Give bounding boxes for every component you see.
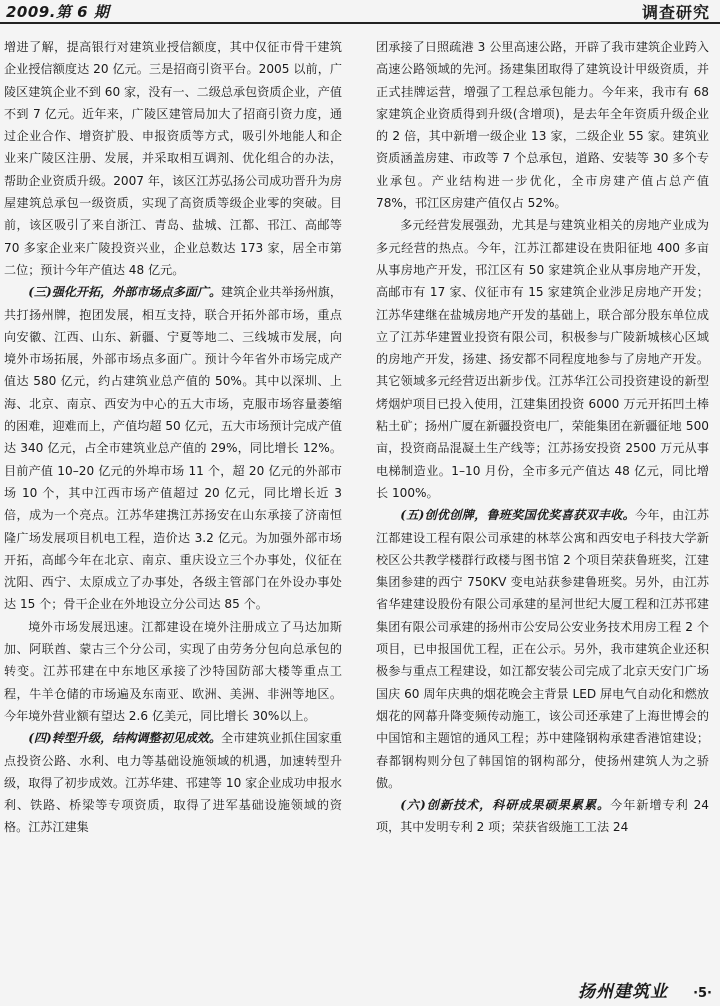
section-title: 调查研究 xyxy=(641,3,710,22)
paragraph: 团承接了日照疏港 3 公里高速公路，开辟了我市建筑企业跨入高速公路领域的先河。扬建集团取得了建筑设计甲级资质，并正式挂牌运营，增强了工程总承包能力。今年来，我市有 68 家建筑企业资质得到升级(含增项)，是去年全年资质升级企业的 2 倍，其中新增一级企业 13 家，二级企业 55 家。建筑业资质涵盖房建、市政等 7 个总承包，道路、安装等 30 多个专业承包。产业结构进一步优化，全市房建产值占总产值 78%，邗江区房建产值仅占 52%。 xyxy=(376,40,709,211)
subheading: (五)创优创牌，鲁班奖国优奖喜获双丰收。 xyxy=(400,508,635,523)
right-column xyxy=(376,36,709,839)
paragraph: 增进了解，提高银行对建筑业授信额度，其中仅征市骨干建筑企业授信额度达 20 亿元。三是招商引资平台。2005 以前，广陵区建筑企业不到 60 家，没有一、二级总承包资质企业，产值不到 7 亿元。近年来，广陵区建管局加大了招商引资力度，通过企业合作、增资扩股、申报资质等方式，吸引外地能人和企业来广陵区注册、发展，并采取相互调剂、优化组合的办法，帮助企业资质升级。2007 年，该区江苏弘扬公司成功晋升为房屋建筑总承包一级资质，实现了高资质等级企业零的突破。目前，该区吸引了来自浙江、青岛、盐城、江都、邗江、高邮等 70 多家企业来广陵投资兴业，企业总数达 173 家，居全市第二位；预计今年产值达 48 亿元。 xyxy=(4,40,342,277)
paragraph-body: 今年，由江苏江都建设工程有限公司承建的林萃公寓和西安电子科技大学新校区公共教学楼群行政楼与图书馆 2 个项目荣获鲁班奖，江建集团参建的西宁 750KV 变电站获参建鲁班奖。另外，由江苏省华建建设股份有限公司承建的星河世纪大厦工程和江苏邗建集团有限公司承建的扬州市公安局公安业务技术用房工程 2 个项目，已申报国优工程，正在公示。另外，我市建筑企业还积极参与重点工程建设，如江都安装公司完成了北京天安门广场国庆 60 周年庆典的烟花晚会主背景 LED 屏电气自动化和燃放烟花的网幕升降变频传动施工，该公司还承建了上海世博会的中国馆和主题馆的通风工程；苏中建隆钢构承建香港馆建设；春都钢构则分包了韩国馆的钢构部分，使扬州建筑人为之骄傲。 xyxy=(376,508,709,790)
paragraph: 境外市场发展迅速。江都建设在境外注册成立了马达加斯加、阿联酋、蒙古三个分公司，实现了由劳务分包向总承包的转变。江苏邗建在中东地区承接了沙特国防部大楼等重点工程，牛羊仓储的市场遍及东南亚、欧洲、美洲、非洲等地区。今年境外营业额有望达 2.6 亿美元，同比增长 30%以上。 xyxy=(4,619,342,723)
paragraph: 多元经营发展强劲，尤其是与建筑业相关的房地产业成为多元经营的热点。今年，江苏江都建设在贵阳征地 400 多亩从事房地产开发，邗江区有 50 家建筑企业从事房地产开发，高邮市有 17 家、仪征市有 15 家建筑企业涉足房地产开发；江苏华建继在盐城房地产开发的基础上，联合部分股东单位成立了江苏华建置业投资有限公司，积极参与广陵新城核心区域的房地产开发，扬建、扬安都不同程度地参与了房地产开发。其它领域多元经营迈出新步伐。江苏华江公司投资建设的新型烤烟炉项目已投入使用，江建集团投资 6000 万元开拓凹土棒粘土矿；扬州广厦在新疆投资电厂，荣能集团在新疆征地 500 亩，投资商品混凝土生产线等；江苏扬安投资 2500 万元从事电梯制造业。1–10 月份，全市多元产值达 48 亿元，同比增长 100%。 xyxy=(376,218,709,500)
page-number: ·5· xyxy=(693,986,712,1001)
magazine-title: 扬州建筑业 xyxy=(578,982,668,1002)
page-header xyxy=(0,0,720,24)
paragraph xyxy=(4,281,342,615)
paragraph xyxy=(376,504,709,794)
paragraph xyxy=(4,727,342,838)
paragraph-body: 建筑企业共举扬州旗，共打扬州牌，抱团发展，相互支持，联合开拓外部市场，重点向安徽、江西、山东、新疆、宁夏等地二、三线城市发展，向境外市场拓展，外部市场点多面广。预计今年省外市场完成产值达 580 亿元，约占建筑业总产值的 50%。其中以深圳、上海、北京、南京、西安为中心的五大市场，克服市场容量萎缩的困难，迎难而上，产值均超 50 亿元，五大市场预计完成产值达 340 亿元，占全市建筑业总产值的 29%，同比增长 12%。目前产值 10–20 亿元的外埠市场 11 个，超 20 亿元的外部市场 10 个，其中江西市场产值超过 20 亿元，同比增长近 3 倍，成为一个亮点。江苏华建携江苏扬安在山东承接了济南恒隆广场发展项目机电工程，造价达 3.2 亿元。为加强外部市场开拓，高邮今年在北京、南京、重庆设立三个办事处，仪征在沈阳、西宁、太原成立了办事处，各级主管部门在外设办事处达 15 个；骨干企业在外地设立分公司达 85 个。 xyxy=(4,285,342,612)
subheading: (三)强化开拓，外部市场点多面广。 xyxy=(28,285,222,300)
paragraph xyxy=(376,794,709,839)
paragraph-body: 全市建筑业抓住国家重点投资公路、水利、电力等基础设施领域的机遇，加速转型升级，取得了初步成效。江苏华建、邗建等 10 家企业成功申报水利、铁路、桥梁等专项资质，取得了进军基础设施领域的资格。江苏江建集 xyxy=(4,731,342,835)
paragraph-body: 今年新增专利 24 项，其中发明专利 2 项；荣获省级施工工法 24 xyxy=(376,798,709,835)
page-footer xyxy=(0,980,720,1006)
subheading: (六)创新技术，科研成果硕果累累。 xyxy=(400,798,611,813)
left-column xyxy=(4,36,342,839)
subheading: (四)转型升级，结构调整初见成效。 xyxy=(28,731,222,746)
issue-label: 2009.第 6 期 xyxy=(6,3,110,21)
